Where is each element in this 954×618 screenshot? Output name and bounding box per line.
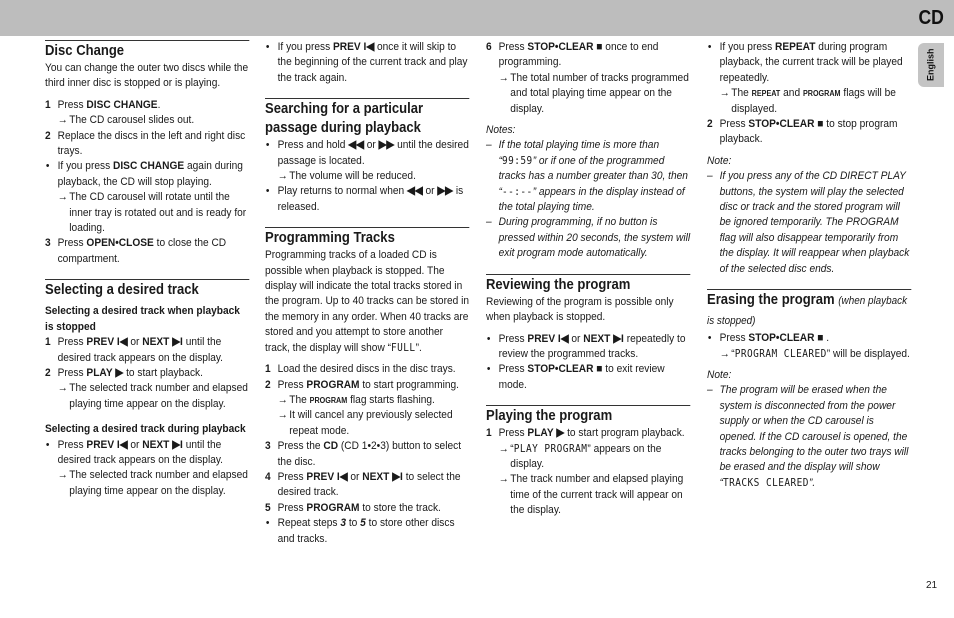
bullet-icon: • — [486, 363, 491, 376]
selecting-stopped-subhead: Selecting a desired track when playback is stopped — [45, 305, 240, 333]
arrow-icon: → — [498, 473, 509, 486]
bullet-icon: • — [707, 332, 712, 345]
programming-heading: Programming Tracks — [265, 227, 470, 248]
disc-change-step-1: 1 Press DISC CHANGE. — [45, 98, 250, 113]
selecting-step-1: 1 Press PREV I◀ or NEXT ▶I until the desired track appears on the display. — [45, 336, 224, 364]
playing-step-2: 2 Press STOP•CLEAR ■ to stop program playback. — [707, 118, 898, 146]
lcd-text: 99:59 — [501, 154, 533, 167]
erasing-note-heading: Note: — [707, 368, 732, 381]
searching-bullet-1: • Press and hold ◀◀ or ▶▶ until the desired passage is located. — [265, 139, 469, 167]
selecting-playback-subhead: Selecting a desired track during playback — [45, 423, 246, 436]
programming-result-2: → It will cancel any previously selected repeat mode. — [277, 409, 453, 437]
language-tab-label: English — [925, 48, 936, 82]
prev-once-bullet: • If you press PREV I◀ once it will skip to the beginning of the current track and play the track again. — [265, 41, 468, 84]
stop-icon: ■ — [817, 332, 824, 345]
play-icon: ▶ — [115, 366, 124, 379]
programming-step-1: 1 Load the desired discs in the disc trays. — [265, 363, 456, 376]
selecting-step-2: 2 Press PLAY ▶ to start playback. — [45, 366, 203, 379]
searching-result: → The volume will be reduced. — [265, 169, 470, 184]
arrow-icon: → — [277, 170, 288, 183]
disc-change-intro: You can change the outer two discs while the third inner disc is stopped or is playing. — [45, 62, 249, 90]
disc-change-result-2: → The CD carousel will rotate until the inner tray is rotated out and is ready for loading. — [57, 191, 247, 235]
arrow-icon: → — [277, 393, 288, 406]
arrow-icon: → — [719, 347, 730, 360]
rewind-icon: ◀◀ — [348, 139, 364, 152]
selecting-result-2: → The selected track number and elapsed playing time appear on the display. — [57, 469, 248, 497]
column-4 — [707, 40, 910, 491]
arrow-icon: → — [57, 191, 68, 204]
programming-result-6: → The total number of tracks programmed and total playing time appear on the display. — [498, 71, 689, 115]
selecting-bullet: • Press PREV I◀ or NEXT ▶I until the desired track appears on the display. — [45, 438, 224, 466]
programming-step-3: 3 Press the CD (CD 1•2•3) button to select the disc. — [265, 440, 462, 468]
bullet-icon: • — [265, 41, 270, 53]
programming-step-2: 2 Press PROGRAM to start programming. — [265, 378, 459, 391]
disc-change-bullet: • If you press DISC CHANGE again during playback, the CD will stop playing. — [45, 160, 243, 188]
stop-icon: ■ — [817, 118, 824, 131]
erasing-note: – The program will be erased when the system is disconnected from the power supply or when the CD carousel is opened. If the CD carousel is opened, the tracks belonging to the outer two trays will be erased and the display will show “TRACKS CLEARED”. — [707, 384, 909, 489]
prev-icon: I◀ — [363, 41, 375, 53]
fast-forward-icon: ▶▶ — [378, 139, 395, 152]
dash-icon: – — [486, 216, 492, 229]
step-number: 2 — [45, 129, 51, 142]
lcd-text: PROGRAM CLEARED — [734, 347, 827, 360]
erasing-heading: Erasing the program (when playback is stopped) — [707, 289, 912, 331]
prev-icon: I◀ — [116, 336, 128, 349]
bullet-icon: • — [486, 332, 491, 345]
programming-step-4: 4 Press PREV I◀ or NEXT ▶I to select the desired track. — [265, 470, 461, 499]
prev-icon: I◀ — [557, 332, 569, 345]
searching-bullet-2: • Play returns to normal when ◀◀ or ▶▶ is released. — [265, 185, 464, 213]
arrow-icon: → — [57, 114, 68, 127]
disc-change-key: DISC CHANGE — [86, 98, 158, 111]
reviewing-heading: Reviewing the program — [486, 274, 691, 295]
playing-step-1: 1 Press PLAY ▶ to start program playback. — [486, 427, 685, 440]
programming-intro: Programming tracks of a loaded CD is possible when playback is stopped. The display will indicate the total tracks stored in the program. Up to 40 tracks can be stored in the memory in any order. When 40 tracks are stored and you attempt to store another track, the display will show “FULL”. — [265, 249, 470, 354]
reviewing-bullet-1: • Press PREV I◀ or NEXT ▶I repeatedly to review the programmed tracks. — [486, 332, 686, 360]
playing-heading: Playing the program — [486, 405, 691, 426]
lcd-text: FULL — [391, 341, 416, 354]
repeat-result: → The REPEAT and PROGRAM flags will be displayed. — [719, 87, 896, 115]
arrow-icon: → — [498, 71, 509, 84]
rewind-icon: ◀◀ — [407, 185, 423, 198]
programming-step-5: 5 Press PROGRAM to store the track. — [265, 501, 441, 514]
reviewing-bullet-2: • Press STOP•CLEAR ■ to exit review mode. — [486, 363, 665, 391]
column-3 — [486, 40, 689, 519]
bullet-icon: • — [265, 517, 270, 530]
lcd-text: --:-- — [501, 185, 533, 198]
next-icon: ▶I — [172, 438, 183, 451]
disc-change-heading: Disc Change — [45, 40, 250, 61]
lcd-text: PLAY PROGRAM — [513, 442, 588, 455]
play-icon: ▶ — [556, 427, 565, 440]
language-tab — [918, 43, 944, 87]
bullet-icon: • — [45, 160, 50, 173]
step-number: 1 — [45, 98, 51, 111]
arrow-icon: → — [57, 382, 68, 395]
repeat-bullet: • If you press REPEAT during program playback, the current track will be played repeatedly. — [707, 41, 903, 84]
direct-play-note: – If you press any of the CD DIRECT PLAY buttons, the system will play the selected disc or track and the stored program will be ignored temporarily. The PROGRAM flag will also disappear temporarily from the display. It will reappear when playback of the selected disc ends. — [707, 170, 910, 275]
next-icon: ▶I — [392, 470, 403, 483]
programming-step-6: 6 Press STOP•CLEAR ■ once to end programming. — [486, 41, 659, 69]
arrow-icon: → — [277, 409, 288, 422]
fast-forward-icon: ▶▶ — [437, 185, 454, 198]
step-number: 3 — [45, 237, 51, 250]
dash-icon: – — [486, 139, 492, 152]
selecting-track-heading: Selecting a desired track — [45, 279, 250, 300]
next-icon: ▶I — [172, 336, 183, 349]
disc-change-step-2: 2 Replace the discs in the left and right disc trays. — [45, 129, 246, 158]
selecting-result-1: → The selected track number and elapsed playing time appear on the display. — [57, 382, 248, 410]
disc-change-result-1: → The CD carousel slides out. — [45, 113, 250, 128]
stop-icon: ■ — [596, 41, 603, 53]
arrow-icon: → — [498, 442, 509, 455]
bullet-icon: • — [265, 185, 270, 198]
arrow-icon: → — [719, 87, 730, 100]
erasing-result: → “PROGRAM CLEARED” will be displayed. — [707, 347, 912, 362]
programming-result-1: → The PROGRAM flag starts flashing. — [265, 393, 470, 408]
lcd-text: TRACKS CLEARED — [722, 476, 809, 489]
reviewing-intro: Reviewing of the program is possible only when playback is stopped. — [486, 295, 674, 324]
page-number: 21 — [926, 580, 938, 591]
column-1 — [45, 40, 248, 499]
disc-change-step-3: 3 Press OPEN•CLOSE to close the CD compartment. — [45, 237, 227, 265]
programming-repeat-bullet: • Repeat steps 3 to 5 to store other discs and tracks. — [265, 517, 455, 545]
column-2 — [265, 40, 468, 547]
header-bar — [0, 0, 954, 36]
prev-icon: I◀ — [336, 470, 348, 483]
dash-icon: – — [707, 170, 713, 183]
playing-result-2: → The track number and elapsed playing time of the current track will appear on the display. — [498, 473, 684, 517]
arrow-icon: → — [57, 469, 68, 482]
note-2: – During programming, if no button is pressed within 20 seconds, the system will exit program mode automatically. — [486, 216, 691, 260]
bullet-icon: • — [265, 139, 270, 152]
playing-result-1: → “PLAY PROGRAM” appears on the display. — [498, 442, 662, 470]
erasing-bullet: • Press STOP•CLEAR ■ . — [707, 331, 912, 346]
section-title: CD — [918, 7, 944, 29]
notes-heading: Notes: — [486, 124, 516, 137]
bullet-icon: • — [45, 438, 50, 451]
note-1: – If the total playing time is more than “99:59” or if one of the programmed tracks has a number greater than 30, then “--:--” appears in the display instead of the total playing time. — [486, 139, 688, 214]
bullet-icon: • — [707, 41, 712, 53]
prev-icon: I◀ — [116, 438, 128, 451]
stop-icon: ■ — [596, 363, 603, 376]
next-icon: ▶I — [613, 332, 624, 345]
searching-heading: Searching for a particular passage during playback — [265, 98, 470, 138]
note-heading: Note: — [707, 154, 732, 167]
dash-icon: – — [707, 384, 713, 397]
